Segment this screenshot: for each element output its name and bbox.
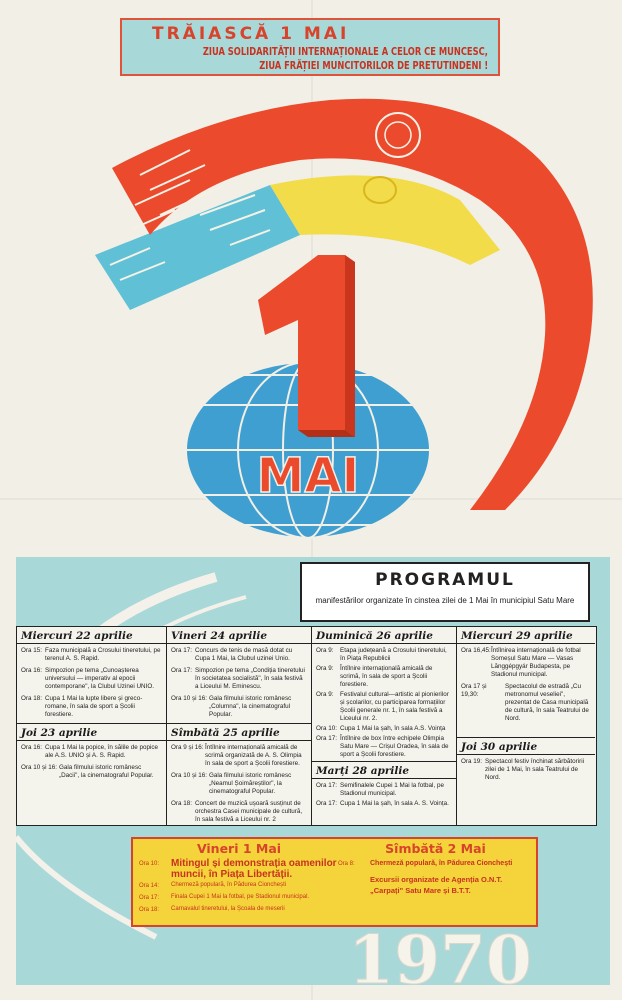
event-item: Ora 17 și 19,30: Spectacolul de estradă „Cu metronomul veseliei", prezentat de Casa municipală de cultură, în sala Teatrului de Nord.: [461, 683, 589, 722]
year-1970: [290, 925, 590, 995]
program-title-box: [300, 562, 590, 622]
highlight-event: Ora 17: Finala Cupei 1 Mai la fotbal, pe Stadionul municipal.: [139, 894, 310, 901]
highlight-event: Ora 10: Mitingul și demonstrația oamenilor muncii, în Piața Libertății.: [139, 858, 337, 880]
event-item: Ora 10: Cupa 1 Mai la șah, în sala A.S. Voința: [316, 725, 446, 732]
event-item: Ora 9: Întîlnire internațională amicală de scrimă, în sala de sport a Școlii forestiere.: [316, 665, 433, 688]
program-title: PROGRAMUL: [375, 570, 515, 590]
event-item: Ora 18: Cupa 1 Mai la lupte libere și greco-romane, în sala de sport a Școlii forestiere.: [21, 695, 143, 718]
event-item: Ora 17: Cupa 1 Mai la șah, în sala A. S. Voința.: [316, 800, 449, 807]
schedule-column-4: [457, 627, 595, 825]
highlight-event: Excursii organizate de Agenția O.N.T. „Carpați" Satu Mare și B.T.T.: [370, 875, 503, 895]
event-item: Ora 9 și 16: Întîlnire internațională amicală de scrimă organizată de A. S. Olimpia în sala de sport a Școlii forestiere.: [171, 744, 302, 767]
header-title: TRĂIASCĂ 1 MAI: [152, 24, 350, 44]
event-item: Ora 10 și 16: Gala filmului istoric românesc „Neamul Șoimăreștilor", la cinematograful Popular.: [171, 772, 292, 795]
header-slogan-1: ZIUA SOLIDARITĂȚII INTERNAȚIONALE A CELOR CE MUNCESC,: [203, 46, 488, 58]
day-heading: Duminică 26 aprilie: [312, 630, 456, 644]
event-item: Ora 9: Etapa județeană a Crosului tineretului, în Piața Republicii: [316, 647, 447, 662]
schedule-grid: [16, 626, 597, 826]
highlight-left-column: [139, 841, 339, 916]
event-item: Ora 16: Simpozion pe tema „Cunoașterea universului — imperativ al epocii contemporane", la Clubul Uzinei UNIO.: [21, 667, 154, 690]
day-heading: Miercuri 29 aprilie: [457, 630, 595, 644]
event-item: Ora 19: Spectacol festiv închinat sărbătoririi zilei de 1 Mai, în sala Teatrului de Nord.: [461, 758, 585, 781]
svg-text:1970: 1970: [348, 925, 532, 995]
event-item: Ora 18: Concert de muzică ușoară susținut de orchestra Casei municipale de cultură, în sala festivă a Liceului nr. 2: [171, 800, 303, 823]
highlight-event: Ora 8: Chermeză populară, în Pădurea Cionchești: [338, 860, 513, 867]
event-item: Ora 10 și 16: Gala filmului istoric românesc „Columna", la cinematograful Popular.: [171, 695, 292, 718]
day-divider: [167, 723, 311, 724]
event-item: Ora 17: Concurs de tenis de masă dotat cu Cupa 1 Mai, la Clubul uzinei Unio.: [171, 647, 293, 662]
highlight-right-column: [338, 841, 533, 896]
day-heading: Sîmbătă 25 aprilie: [167, 727, 311, 741]
schedule-column-3: [312, 627, 457, 825]
event-item: Ora 17: Semifinalele Cupei 1 Mai la fotbal, pe Stadionul municipal.: [316, 782, 444, 797]
blue-ribbon: [95, 185, 300, 310]
highlight-event: Ora 18: Carnavalul tineretului, la Școala de meserii: [139, 906, 285, 913]
event-item: Ora 15: Faza municipală a Crosului tineretului, pe terenul A. S. Rapid.: [21, 647, 161, 662]
schedule-column-2: [167, 627, 312, 825]
day-heading: Vineri 24 aprilie: [167, 630, 311, 644]
highlight-day-heading: Vineri 1 Mai: [196, 841, 282, 856]
event-item: Ora 16,45: Întîlnirea internațională de fotbal Someșul Satu Mare — Vasas Lănggépgyár Budapesta, pe Stadionul municipal.: [461, 647, 581, 678]
day-divider: [312, 761, 456, 762]
day-divider: [17, 723, 166, 724]
day-heading: Joi 23 aprilie: [17, 727, 166, 741]
schedule-column-1: [17, 627, 167, 825]
program-subtitle: manifestărilor organizate în cinstea zilei de 1 Mai în municipiul Satu Mare: [315, 596, 575, 605]
mai-word: MAI: [256, 448, 360, 504]
event-item: Ora 9: Festivalul cultural—artistic al pionierilor și școlarilor, cu participarea formațiilor Școlii generale nr. 1, în sala festivă a Liceului nr. 2.: [316, 691, 449, 722]
main-days-box: [131, 837, 538, 927]
event-item: Ora 10 și 16: Gala filmului istoric românesc „Dacii", la cinematograful Popular.: [21, 764, 154, 779]
event-item: Ora 16: Cupa 1 Mai la popice, în sălile de popice ale A.S. UNIO și A. S. Rapid.: [21, 744, 159, 759]
day-heading: Miercuri 22 aprilie: [17, 630, 166, 644]
day-heading: Joi 30 aprilie: [457, 741, 595, 755]
header-slogan-2: ZIUA FRĂȚIEI MUNCITORILOR DE PRETUTINDENI !: [259, 60, 488, 72]
highlight-day-heading: Sîmbătă 2 Mai: [385, 841, 486, 856]
event-item: Ora 17: Întîlnire de box între echipele Olimpia Satu Mare — Crișul Oradea, în sala de sport a Școlii forestiere.: [316, 735, 449, 758]
day-divider: [457, 737, 595, 738]
event-item: Ora 17: Simpozion pe tema „Condiția tineretului în societatea socialistă", în sala festivă a Liceului M. Eminescu.: [171, 667, 305, 690]
highlight-event: Ora 14: Chermeză populară, în Pădurea Cionchești: [139, 882, 287, 889]
day-heading: Marți 28 aprilie: [312, 765, 456, 779]
